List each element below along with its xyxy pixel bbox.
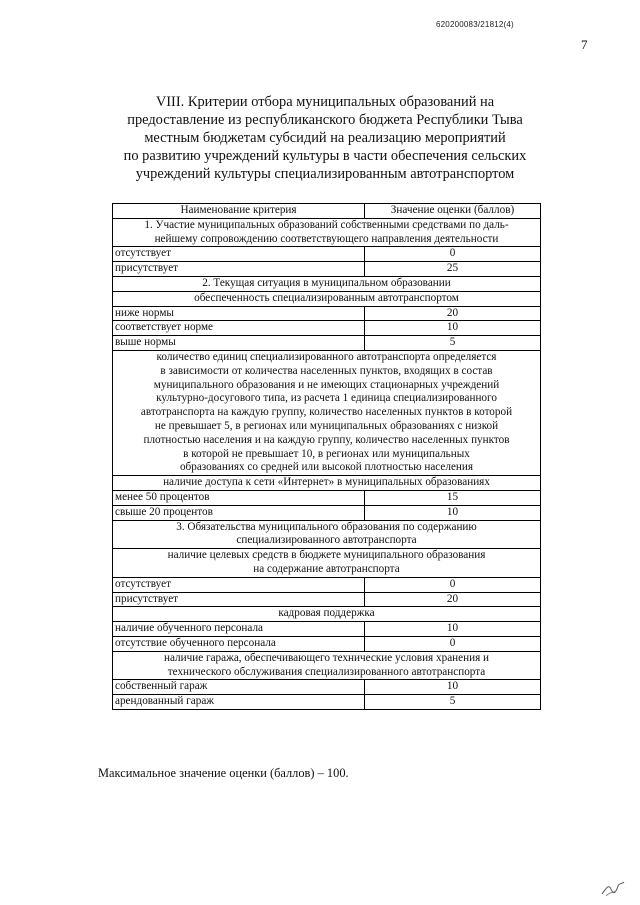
note-line: в зависимости от количества населенных пунктов, входящих в состав	[160, 364, 493, 377]
section-heading-row	[113, 520, 541, 549]
criterion-cell: собственный гараж	[113, 680, 365, 695]
title-line: VIII. Критерии отбора муниципальных образований на	[155, 94, 495, 110]
table-row	[113, 592, 541, 607]
criterion-cell: отсутствует	[113, 577, 365, 592]
value-cell: 20	[365, 592, 541, 607]
column-header-value: Значение оценки (баллов)	[365, 204, 541, 219]
criterion-cell: свыше 20 процентов	[113, 505, 365, 520]
section3-sub1-line: наличие целевых средств в бюджете муниципального образования	[167, 549, 486, 562]
section3-sub2-heading: кадровая поддержка	[113, 607, 541, 622]
title-line: по развитию учреждений культуры в части обеспечения сельских	[123, 148, 527, 164]
table-row	[113, 680, 541, 695]
note-line: муниципального образования и не имеющих стационарных учреждений	[153, 378, 500, 391]
section1-heading-line: нейшему сопровождению соответствующего направления деятельности	[154, 232, 499, 245]
criteria-table	[112, 203, 541, 710]
table-row	[113, 695, 541, 710]
value-cell: 20	[365, 306, 541, 321]
note-line: культурно-досугового типа, из расчета 1 единица специализированного	[156, 392, 497, 405]
value-cell: 15	[365, 490, 541, 505]
section-heading-row	[113, 276, 541, 291]
criterion-cell: менее 50 процентов	[113, 490, 365, 505]
section-heading-row	[113, 218, 541, 247]
section3-heading	[113, 520, 541, 549]
page-number: 7	[581, 37, 588, 52]
section1-heading-line: 1. Участие муниципальных образований собственными средствами по даль-	[144, 218, 509, 231]
table-row	[113, 247, 541, 262]
section2-sub1-heading: обеспеченность специализированным автотранспортом	[113, 291, 541, 306]
value-cell: 25	[365, 262, 541, 277]
table-header-row	[113, 204, 541, 219]
subsection-heading-row	[113, 549, 541, 578]
value-cell: 10	[365, 680, 541, 695]
value-cell: 5	[365, 695, 541, 710]
subsection-heading-row	[113, 291, 541, 306]
criterion-cell: наличие обученного персонала	[113, 622, 365, 637]
section3-sub1-heading	[113, 549, 541, 578]
signature-mark	[600, 880, 626, 898]
criterion-cell: присутствует	[113, 262, 365, 277]
table-row	[113, 262, 541, 277]
note-line: образованиях со средней или высокой плотностью населения	[179, 461, 474, 474]
note-line: количество единиц специализированного автотранспорта определяется	[156, 350, 497, 363]
criterion-cell: ниже нормы	[113, 306, 365, 321]
max-score-note: Максимальное значение оценки (баллов) – 100.	[98, 766, 349, 780]
section3-heading-line: 3. Обязательства муниципального образования по содержанию	[176, 520, 477, 533]
section3-sub3-line: наличие гаража, обеспечивающего технические условия хранения и	[163, 651, 490, 664]
table-row	[113, 321, 541, 336]
note-line: в которой не превышает 10, в регионах или муниципальных	[183, 447, 470, 460]
note-line: плотностью населения и на каждую группу, количество населенных пунктов	[143, 433, 510, 446]
section2-sub2-heading: наличие доступа к сети «Интернет» в муниципальных образованиях	[113, 476, 541, 491]
value-cell: 0	[365, 636, 541, 651]
criterion-cell: отсутствие обученного персонала	[113, 636, 365, 651]
section2-note	[113, 350, 541, 475]
title-line: местным бюджетам субсидий на реализацию мероприятий	[144, 130, 506, 146]
table-row	[113, 622, 541, 637]
title-line: учреждений культуры специализированным автотранспортом	[135, 166, 515, 182]
criterion-cell: выше нормы	[113, 336, 365, 351]
table-row	[113, 636, 541, 651]
subsection-heading-row	[113, 651, 541, 680]
table-row	[113, 505, 541, 520]
criterion-cell: отсутствует	[113, 247, 365, 262]
table-row	[113, 306, 541, 321]
subsection-heading-row	[113, 607, 541, 622]
subsection-heading-row	[113, 476, 541, 491]
criterion-cell: соответствует норме	[113, 321, 365, 336]
value-cell: 5	[365, 336, 541, 351]
section-title	[95, 93, 555, 183]
criterion-cell: присутствует	[113, 592, 365, 607]
table-row	[113, 577, 541, 592]
note-row	[113, 350, 541, 475]
table-row	[113, 336, 541, 351]
title-line: предоставление из республиканского бюджета Республики Тыва	[127, 112, 523, 128]
value-cell: 0	[365, 247, 541, 262]
column-header-criterion: Наименование критерия	[113, 204, 365, 219]
value-cell: 0	[365, 577, 541, 592]
table-row	[113, 490, 541, 505]
criterion-cell: арендованный гараж	[113, 695, 365, 710]
note-line: не превышает 5, в регионах или муниципальных образованиях с низкой	[154, 419, 499, 432]
value-cell: 10	[365, 321, 541, 336]
section2-heading: 2. Текущая ситуация в муниципальном образовании	[113, 276, 541, 291]
value-cell: 10	[365, 505, 541, 520]
section3-sub3-line: технического обслуживания специализированного автотранспорта	[167, 665, 486, 678]
value-cell: 10	[365, 622, 541, 637]
section1-heading	[113, 218, 541, 247]
section3-sub1-line: на содержание автотранспорта	[253, 562, 400, 575]
document-code: 620200083/21812(4)	[436, 20, 514, 29]
note-line: автотранспорта на каждую группу, количество населенных пунктов в которой	[140, 406, 513, 419]
section3-sub3-heading	[113, 651, 541, 680]
section3-heading-line: специализированного автотранспорта	[236, 534, 417, 547]
